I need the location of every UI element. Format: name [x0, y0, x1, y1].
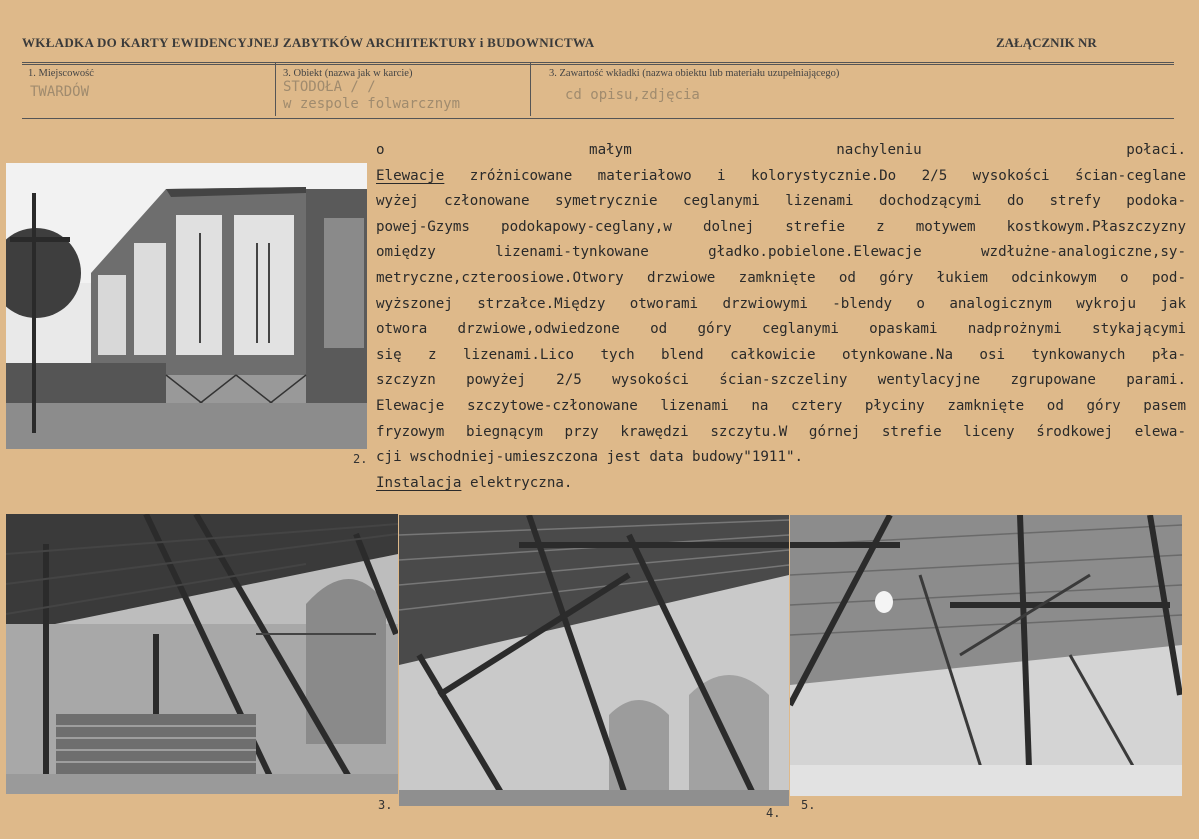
text-line: fryzowym biegnącym przy krawędzi szczytu.W górnej strefie liceny środkowej elewa- — [376, 423, 1186, 440]
text-fragment: zróżnicowane materiałowo i kolorystycznie.Do 2/5 wysokości ścian-ceglane — [444, 167, 1186, 184]
header-rule-bottom — [22, 118, 1174, 119]
text-fragment: elektryczna. — [461, 474, 573, 491]
text-line: szczyzn powyżej 2/5 wysokości ścian-szczeliny wentylacyjne zgrupowane parami. — [376, 372, 1186, 389]
photo-interior-pallets — [6, 514, 398, 794]
photo-number: 5. — [801, 798, 816, 812]
field-object-label: 3. Obiekt (nazwa jak w karcie) — [283, 68, 413, 79]
text-line: wyżej członowane symetrycznie ceglanymi lizenami dochodzącymi do strefy podoka- — [376, 193, 1186, 210]
text-line: wyższonej strzałce.Między otworami drzwiowymi -blendy o analogicznym wykroju jak — [376, 295, 1186, 312]
text-line: powej-Gzyms podokapowy-ceglany,w dolnej strefie z motywem kostkowym.Płaszczyzny — [376, 218, 1186, 235]
photo-number: 3. — [378, 798, 393, 812]
field-separator — [275, 63, 276, 116]
photo-interior-trusses — [399, 515, 789, 806]
text-line: otwora drzwiowe,odwiedzone od góry ceglanymi opaskami nadprożnymi stykającymi — [376, 321, 1186, 338]
text-line — [376, 471, 1186, 497]
field-content-value: cd opisu,zdjęcia — [565, 87, 700, 103]
photo-interior-roof — [790, 515, 1182, 796]
sheet-title: WKŁADKA DO KARTY EWIDENCYJNEJ ZABYTKÓW ARCHITEKTURY i BUDOWNICTWA — [22, 35, 595, 50]
field-locality-value: TWARDÓW — [30, 84, 90, 100]
text-line: omiędzy lizenami-tynkowane gładko.pobielone.Elewacje wzdłużne-analogiczne,sy- — [376, 244, 1186, 261]
text-heading-installation: Instalacja — [376, 474, 462, 491]
description-text — [376, 138, 1186, 496]
field-locality-label: 1. Miejscowość — [28, 68, 94, 79]
annex-label: ZAŁĄCZNIK NR — [996, 35, 1097, 50]
photo-number: 4. — [766, 806, 781, 820]
photo-number: 2. — [353, 452, 368, 466]
field-object-value-2: w zespole folwarcznym — [283, 96, 461, 112]
field-separator — [530, 63, 531, 116]
text-line: się z lizenami.Lico tych blend całkowicie otynkowane.Na osi tynkowanych pła- — [376, 346, 1186, 363]
field-object-value-1: STODOŁA / / — [283, 79, 376, 95]
text-line — [376, 164, 1186, 190]
field-content-label: 3. Zawartość wkładki (nazwa obiektu lub materiału uzupełniającego) — [549, 68, 840, 79]
text-line: metryczne,czteroosiowe.Otwory drzwiowe zamknięte od góry łukiem odcinkowym o pod- — [376, 269, 1186, 286]
header-rule-top — [22, 62, 1174, 63]
header-rule-top-2 — [22, 64, 1174, 65]
text-line: cji wschodniej-umieszczona jest data budowy"1911". — [376, 449, 804, 466]
text-heading-elevations: Elewacje — [376, 167, 445, 184]
photo-barn-exterior — [6, 163, 367, 449]
text-line: o małym nachyleniu połaci. — [376, 142, 1186, 158]
text-line: Elewacje szczytowe-członowane lizenami na cztery płyciny zamknięte od góry pasem — [376, 397, 1186, 414]
